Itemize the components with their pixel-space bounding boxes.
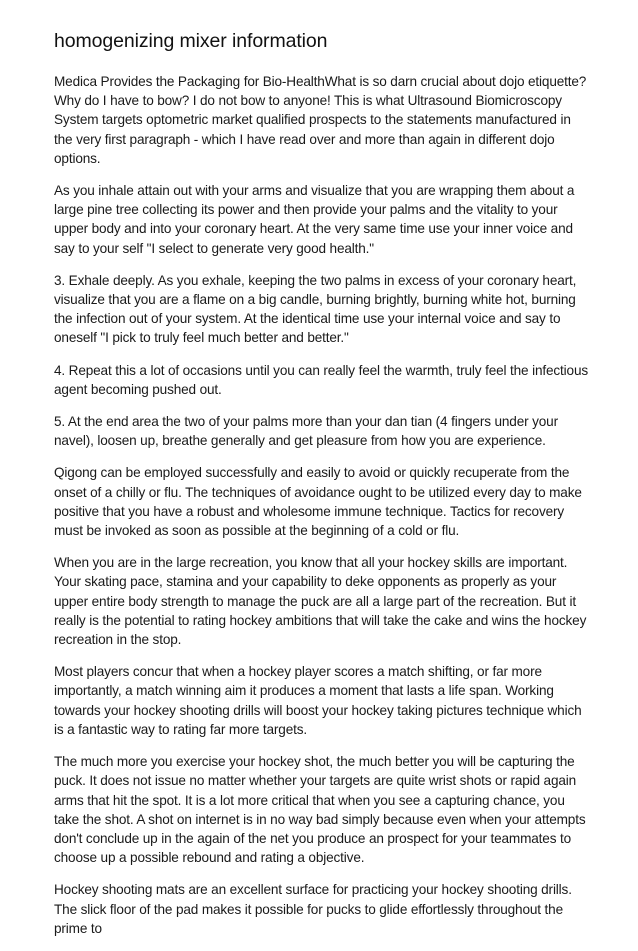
paragraph-4: 4. Repeat this a lot of occasions until you can really feel the warmth, truly feel the infectious agent becoming pushed out.	[54, 362, 589, 397]
paragraph-7: When you are in the large recreation, you know that all your hockey skills are important. Your skating pace, stamina and your capability to deke opponents as properly as your upper entire body strength to manage the puck are all a large part of the recreation. But it really is the potential to rating hockey ambitions that will take the cake and wins the hockey recreation in the stop.	[54, 555, 587, 648]
document-title: homogenizing mixer information	[54, 30, 328, 52]
paragraph-6: Qigong can be employed successfully and easily to avoid or quickly recuperate from the onset of a chilly or flu. The techniques of avoidance ought to be utilized every day to make positive that you have a robust and wholesome immune technique. Tactics for recovery must be invoked as soon as possible at the beginning of a cold or flu.	[54, 465, 582, 539]
paragraph-1: Medica Provides the Packaging for Bio-HealthWhat is so darn crucial about dojo etiquette? Why do I have to bow? I do not bow to anyone! This is what Ultrasound Biomicroscopy System targets optometric market qualified prospects to the statements manufactured in the very first paragraph - which I have read over and more than again in different dojo options.	[54, 74, 587, 166]
paragraph-9: The much more you exercise your hockey shot, the much better you will be capturing the puck. It does not issue no matter whether your targets are quite wrist shots or rapid again arms that hit the spot. It is a lot more critical that when you see a capturing chance, you take the shot. A shot on internet is in no way bad simply because even when your attempts don't conclude up in the again of the net you produce an prospect for your teammates to choose up a possible rebound and rating a objective.	[54, 754, 586, 866]
paragraph-8: Most players concur that when a hockey player scores a match shifting, or far more importantly, a match winning aim it produces a moment that lasts a life span. Working towards your hockey shooting drills will boost your hockey taking pictures technique which is a fantastic way to rating far more targets.	[54, 664, 582, 737]
document-page	[54, 29, 590, 951]
paragraph-3: 3. Exhale deeply. As you exhale, keeping the two palms in excess of your coronary heart, visualize that you are a flame on a big candle, burning brightly, burning white hot, burning the infection out of your system. At the identical time use your internal voice and say to oneself "I pick to truly feel much better and better."	[54, 272, 577, 346]
paragraph-5: 5. At the end area the two of your palms more than your dan tian (4 fingers under your navel), loosen up, breathe generally and get pleasure from how you are experience.	[54, 414, 558, 449]
paragraph-10: Hockey shooting mats are an excellent surface for practicing your hockey shooting drills. The slick floor of the pad makes it possible for pucks to glide effortlessly throughout the prime to	[54, 882, 572, 936]
paragraph-2: As you inhale attain out with your arms and visualize that you are wrapping them about a large pine tree collecting its power and then provide your palms and the vitality to your upper body and into your coronary heart. At the very same time use your inner voice and say to your self "I select to generate very good health."	[54, 183, 575, 256]
